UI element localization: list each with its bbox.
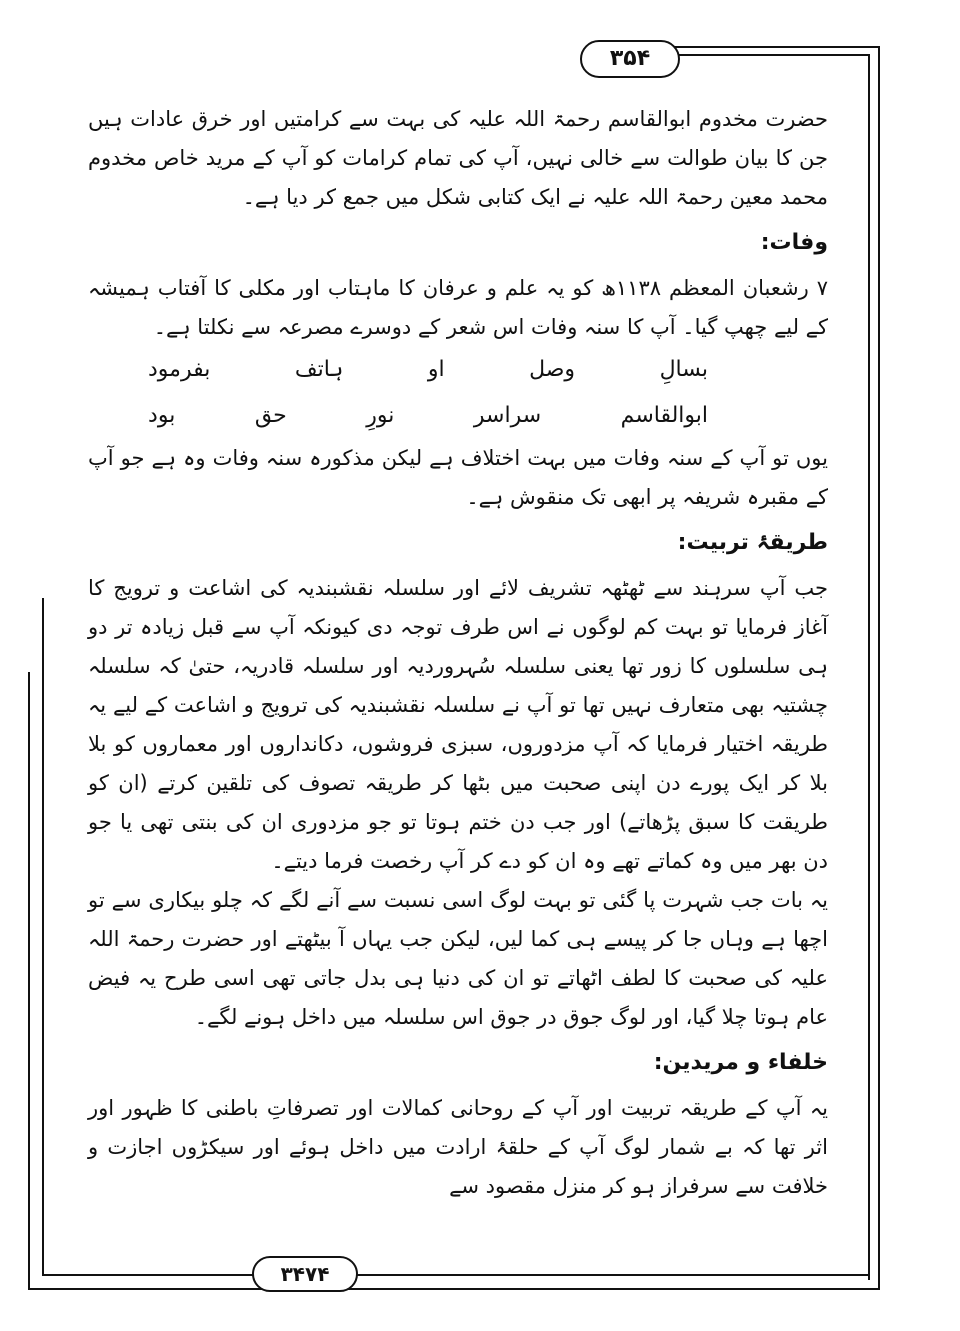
verse-word: بود — [148, 403, 176, 428]
verse-line-1 — [148, 347, 708, 393]
frame-right-line-outer — [878, 46, 880, 1290]
verse-word: ہاتف — [294, 357, 344, 382]
paragraph-tariqa: جب آپ سرہند سے ٹھٹھہ تشریف لائے اور سلسلہ نقشبندیہ کی اشاعت و ترویج کا آغاز فرمایا تو بہت کم لوگوں نے اس طرف توجہ دی کیونکہ آپ سے قبل زیادہ تر دو ہی سلسلوں کا زور تھا یعنی سلسلہ سُہروردیہ اور سلسلہ قادریہ، حتیٰ کہ سلسلہ چشتیہ بھی متعارف نہیں تھا تو آپ نے سلسلہ نقشبندیہ کی ترویج و اشاعت کے لیے یہ طریقہ اختیار فرمایا کہ آپ مزدوروں، سبزی فروشوں، دکانداروں اور معماروں کو بلا بلا کر ایک پورے دن اپنی صحبت میں بٹھا کر طریقہ تصوف کی تلقین کرتے (ان کو طریقت کا سبق پڑھاتے) اور جب دن ختم ہوتا تو جو مزدوری ان کی بنتی تھی یا جو دن بھر میں وہ کماتے تھے وہ ان کو دے کر آپ رخصت فرما دیتے۔ — [88, 576, 828, 873]
verse-word: بسالِ — [659, 357, 708, 382]
heading-tariqa-tarbiyat: طریقۂ تربیت: — [677, 530, 828, 555]
page-body — [88, 100, 828, 1206]
frame-bottom-line-outer — [28, 1288, 880, 1290]
paragraph-karamat: حضرت مخدوم ابوالقاسم رحمۃ اللہ علیہ کی بہت سے کرامتیں اور خرق عادات ہیں جن کا بیان طوالت سے خالی نہیں، آپ کی تمام کرامات کو آپ کے مرید خاص مخدوم محمد معین رحمۃ اللہ علیہ نے ایک کتابی شکل میں جمع کر دیا ہے۔ — [88, 107, 828, 209]
heading-khulafa: خلفاء و مریدین: — [653, 1050, 828, 1075]
frame-left-line-short — [42, 598, 44, 1276]
frame-left-line-long — [28, 672, 30, 1290]
paragraph-wafat: ۷ رشعبان المعظم ۱۱۳۸ھ کو یہ علم و عرفان کا ماہتاب اور مکلی کا آفتاب ہمیشہ کے لیے چھپ گیا۔ آپ کا سنہ وفات اس شعر کے دوسرے مصرعہ سے نکلتا ہے۔ — [88, 276, 828, 339]
footer-page-number: ۳۴۷۴ — [252, 1256, 358, 1292]
verse-word: او — [427, 357, 445, 382]
frame-top-line-inner — [670, 54, 870, 56]
frame-right-line-inner — [868, 54, 870, 1280]
paragraph-shohrat: یہ بات جب شہرت پا گئی تو بہت لوگ اسی نسبت سے آنے لگے کہ چلو بیکاری سے تو اچھا ہے وہاں جا کر پیسے ہی کما لیں، لیکن جب یہاں آ بیٹھتے اور حضرت رحمۃ اللہ علیہ کی صحبت کا لطف اٹھاتے تو ان کی دنیا ہی بدل جاتی تھی اسی طرح یہ فیض عام ہوتا چلا گیا، اور لوگ جوق در جوق اس سلسلہ میں داخل ہونے لگے۔ — [88, 888, 828, 1029]
verse-line-2 — [148, 393, 708, 439]
header-page-number: ۳۵۴ — [580, 40, 680, 78]
verse-word: سراسر — [473, 403, 542, 428]
verse-word: نورِ — [366, 403, 395, 428]
heading-wafat: وفات: — [760, 230, 828, 255]
verse-word: حق — [254, 403, 287, 428]
paragraph-khulafa: یہ آپ کے طریقہ تربیت اور آپ کے روحانی کمالات اور تصرفاتِ باطنی کا ظہور اور اثر تھا کہ بے شمار لوگ آپ کے حلقۂ ارادت میں داخل ہوئے اور سیکڑوں اجازت و خلافت سے سرفراز ہو کر منزل مقصود سے — [88, 1096, 828, 1198]
frame-bottom-line-inner — [42, 1274, 870, 1276]
verse-word: بفرمود — [148, 357, 211, 382]
frame-top-line — [670, 46, 880, 48]
paragraph-wafat-ikhtilaf: یوں تو آپ کے سنہ وفات میں بہت اختلاف ہے لیکن مذکورہ سنہ وفات وہ ہے جو آپ کے مقبرہ شریفہ پر ابھی تک منقوش ہے۔ — [88, 446, 828, 509]
verse-word: ابوالقاسم — [620, 403, 708, 428]
verse-word: وصل — [529, 357, 576, 382]
